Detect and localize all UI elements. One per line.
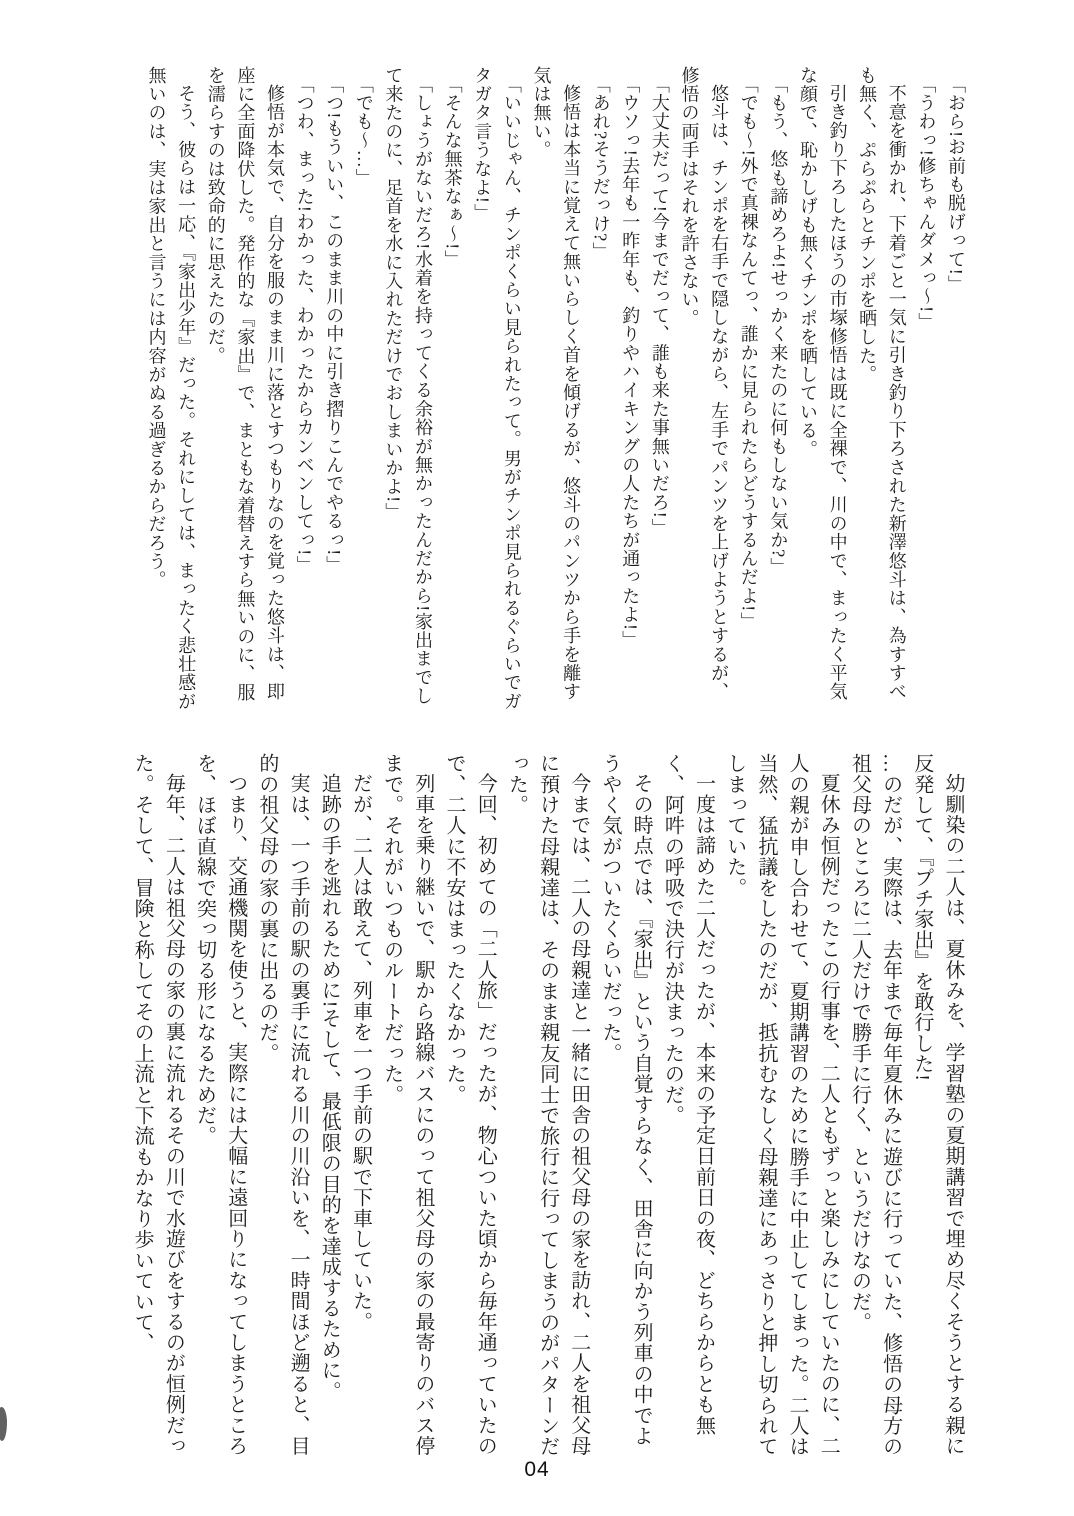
paragraph: 夏休み恒例だったこの行事を、二人ともずっと楽しみにしていたのに、二人の親が申し合わせて、夏期講習のために勝手に中止してしまった。二人は当然、猛抗議をしたのだが、抵抗むなしく母親達にあっさりと押し切られてしまっていた。 xyxy=(723,753,840,1457)
paragraph: 「そんな無茶なぁ〜!」 xyxy=(442,75,463,269)
paragraph: 「つ!もういい、このまま川の中に引き摺りこんでやるっ!」 xyxy=(324,75,345,575)
paragraph: 幼馴染の二人は、夏休みを、学習塾の夏期講習で埋め尽くそうとする親に反発して、『プチ家出』を敢行した! xyxy=(910,753,964,1457)
paragraph: 「でも〜!外で真裸なんてっ、誰かに見られたらどうするんだよ!」 xyxy=(738,75,759,631)
story-text-block-bottom xyxy=(126,753,968,1459)
paragraph: 「いいじゃん、チンポくらい見られたって。男がチンポ見られるぐらいでガタガタ言うなよ!」 xyxy=(472,66,522,711)
paragraph: 一度は諦めた二人だったが、本来の予定日前日の夜、どちらからとも無く、阿吽の呼吸で決行が決まったのだ。 xyxy=(661,753,715,1436)
paragraph: だが、二人は敢えて、列車を一つ手前の駅で下車していた。 xyxy=(349,773,372,1332)
paragraph: 悠斗は、チンポを右手で隠しながら、左手でパンツを上げようとするが、修悟の両手はそれを許さない。 xyxy=(679,66,730,702)
paragraph: 「おら!お前も脱げって!」 xyxy=(946,75,966,295)
paragraph: 引き釣り下ろしたほうの市塚修悟は既に全裸で、川の中で、まったく平気な顔で、恥かしげも無くチンポを晒している。 xyxy=(797,66,848,702)
paragraph: その時点では、『家出』という自覚すらなく、田舎に向かう列車の中でようやく気がついたくらいだった。 xyxy=(598,753,653,1447)
paragraph: …のだが、実際は、去年まで毎年夏休みに遊びに行っていた、修悟の母方の祖父母のところに二人だけで勝手に行く、というだけなのだ。 xyxy=(848,753,902,1457)
paragraph: 「つわ、まった!わかった、わかったからカンベンしてっ!」 xyxy=(294,75,315,575)
paragraph: 修悟は本当に覚えて無いらしく首を傾げるが、悠斗のパンツから手を離す気は無い。 xyxy=(531,66,582,702)
paragraph: 今回、初めての「二人旅」だったが、物心ついた頃から毎年通っていたので、二人に不安はまったくなかった。 xyxy=(443,753,497,1457)
paragraph: 列車を乗り継いで、駅から路線バスにのって祖父母の家の最寄りのバス停まで。それがいつものルートだった。 xyxy=(380,753,434,1457)
paragraph: 「うわっ!修ちゃんダメっ〜!」 xyxy=(916,75,937,332)
paragraph: 「しょうがないだろ!水着を持ってくる余裕が無かったんだから!家出までして来たのに、足首を水に入れただけでおしまいかよ!」 xyxy=(383,66,434,706)
paragraph: 修悟が本気で、自分を服のまま川に落とすつもりなのを覚った悠斗は、即座に全面降伏した。発作的な『家出』で、まともな着替えすら無いのに、服を濡らすのは致命的に思えたのだ。 xyxy=(205,66,285,702)
story-text-block-top xyxy=(141,66,970,716)
paragraph: 「もう、悠も諦めろよ!せっかく来たのに何もしない気か?」 xyxy=(768,75,789,577)
paragraph: 「ウソっ!去年も一昨年も、釣りやハイキングの人たちが通ったよ!」 xyxy=(620,75,641,650)
page-number: 04 xyxy=(524,1458,550,1481)
paragraph: 追跡の手を逃れるために!そして、最低限の目的を達成するために。 xyxy=(318,773,341,1402)
scan-artifact xyxy=(0,1407,7,1441)
paragraph: 「あれ?そうだっけ?」 xyxy=(590,75,611,261)
paragraph: 実は、一つ手前の駅の裏手に流れる川の川沿いを、一時間ほど遡ると、目的の祖父母の家の裏に出るのだ。 xyxy=(255,753,310,1457)
paragraph: つまり、交通機関を使うと、実際には大幅に遠回りになってしまうところを、ほぼ直線で突っ切る形になるためだ。 xyxy=(193,753,247,1457)
paragraph: 毎年、二人は祖父母の家の裏に流れるその川で水遊びをするのが恒例だった。そして、冒険と称してその上流と下流もかなり歩いていて、 xyxy=(131,753,185,1457)
paragraph: 不意を衝かれ、下着ごと一気に引き釣り下ろされた新澤悠斗は、為すすべも無く、ぷらぷらとチンポを晒した。 xyxy=(857,66,907,702)
paragraph: 今までは、二人の母親達と一緒に田舎の祖父母の家を訪れ、二人を祖父母に預けた母親達は、そのまま親友同士で旅行に行ってしまうのがパターンだった。 xyxy=(505,753,590,1457)
paragraph: そう、彼らは一応、『家出少年』だった。それにしては、まったく悲壮感が無いのは、実は家出と言うには内容がぬる過ぎるからだろう。 xyxy=(146,66,197,711)
paragraph: 「大丈夫だって!今までだって、誰も来た事無いだろ!」 xyxy=(649,75,670,538)
paragraph: 「でも〜…」 xyxy=(353,75,374,188)
